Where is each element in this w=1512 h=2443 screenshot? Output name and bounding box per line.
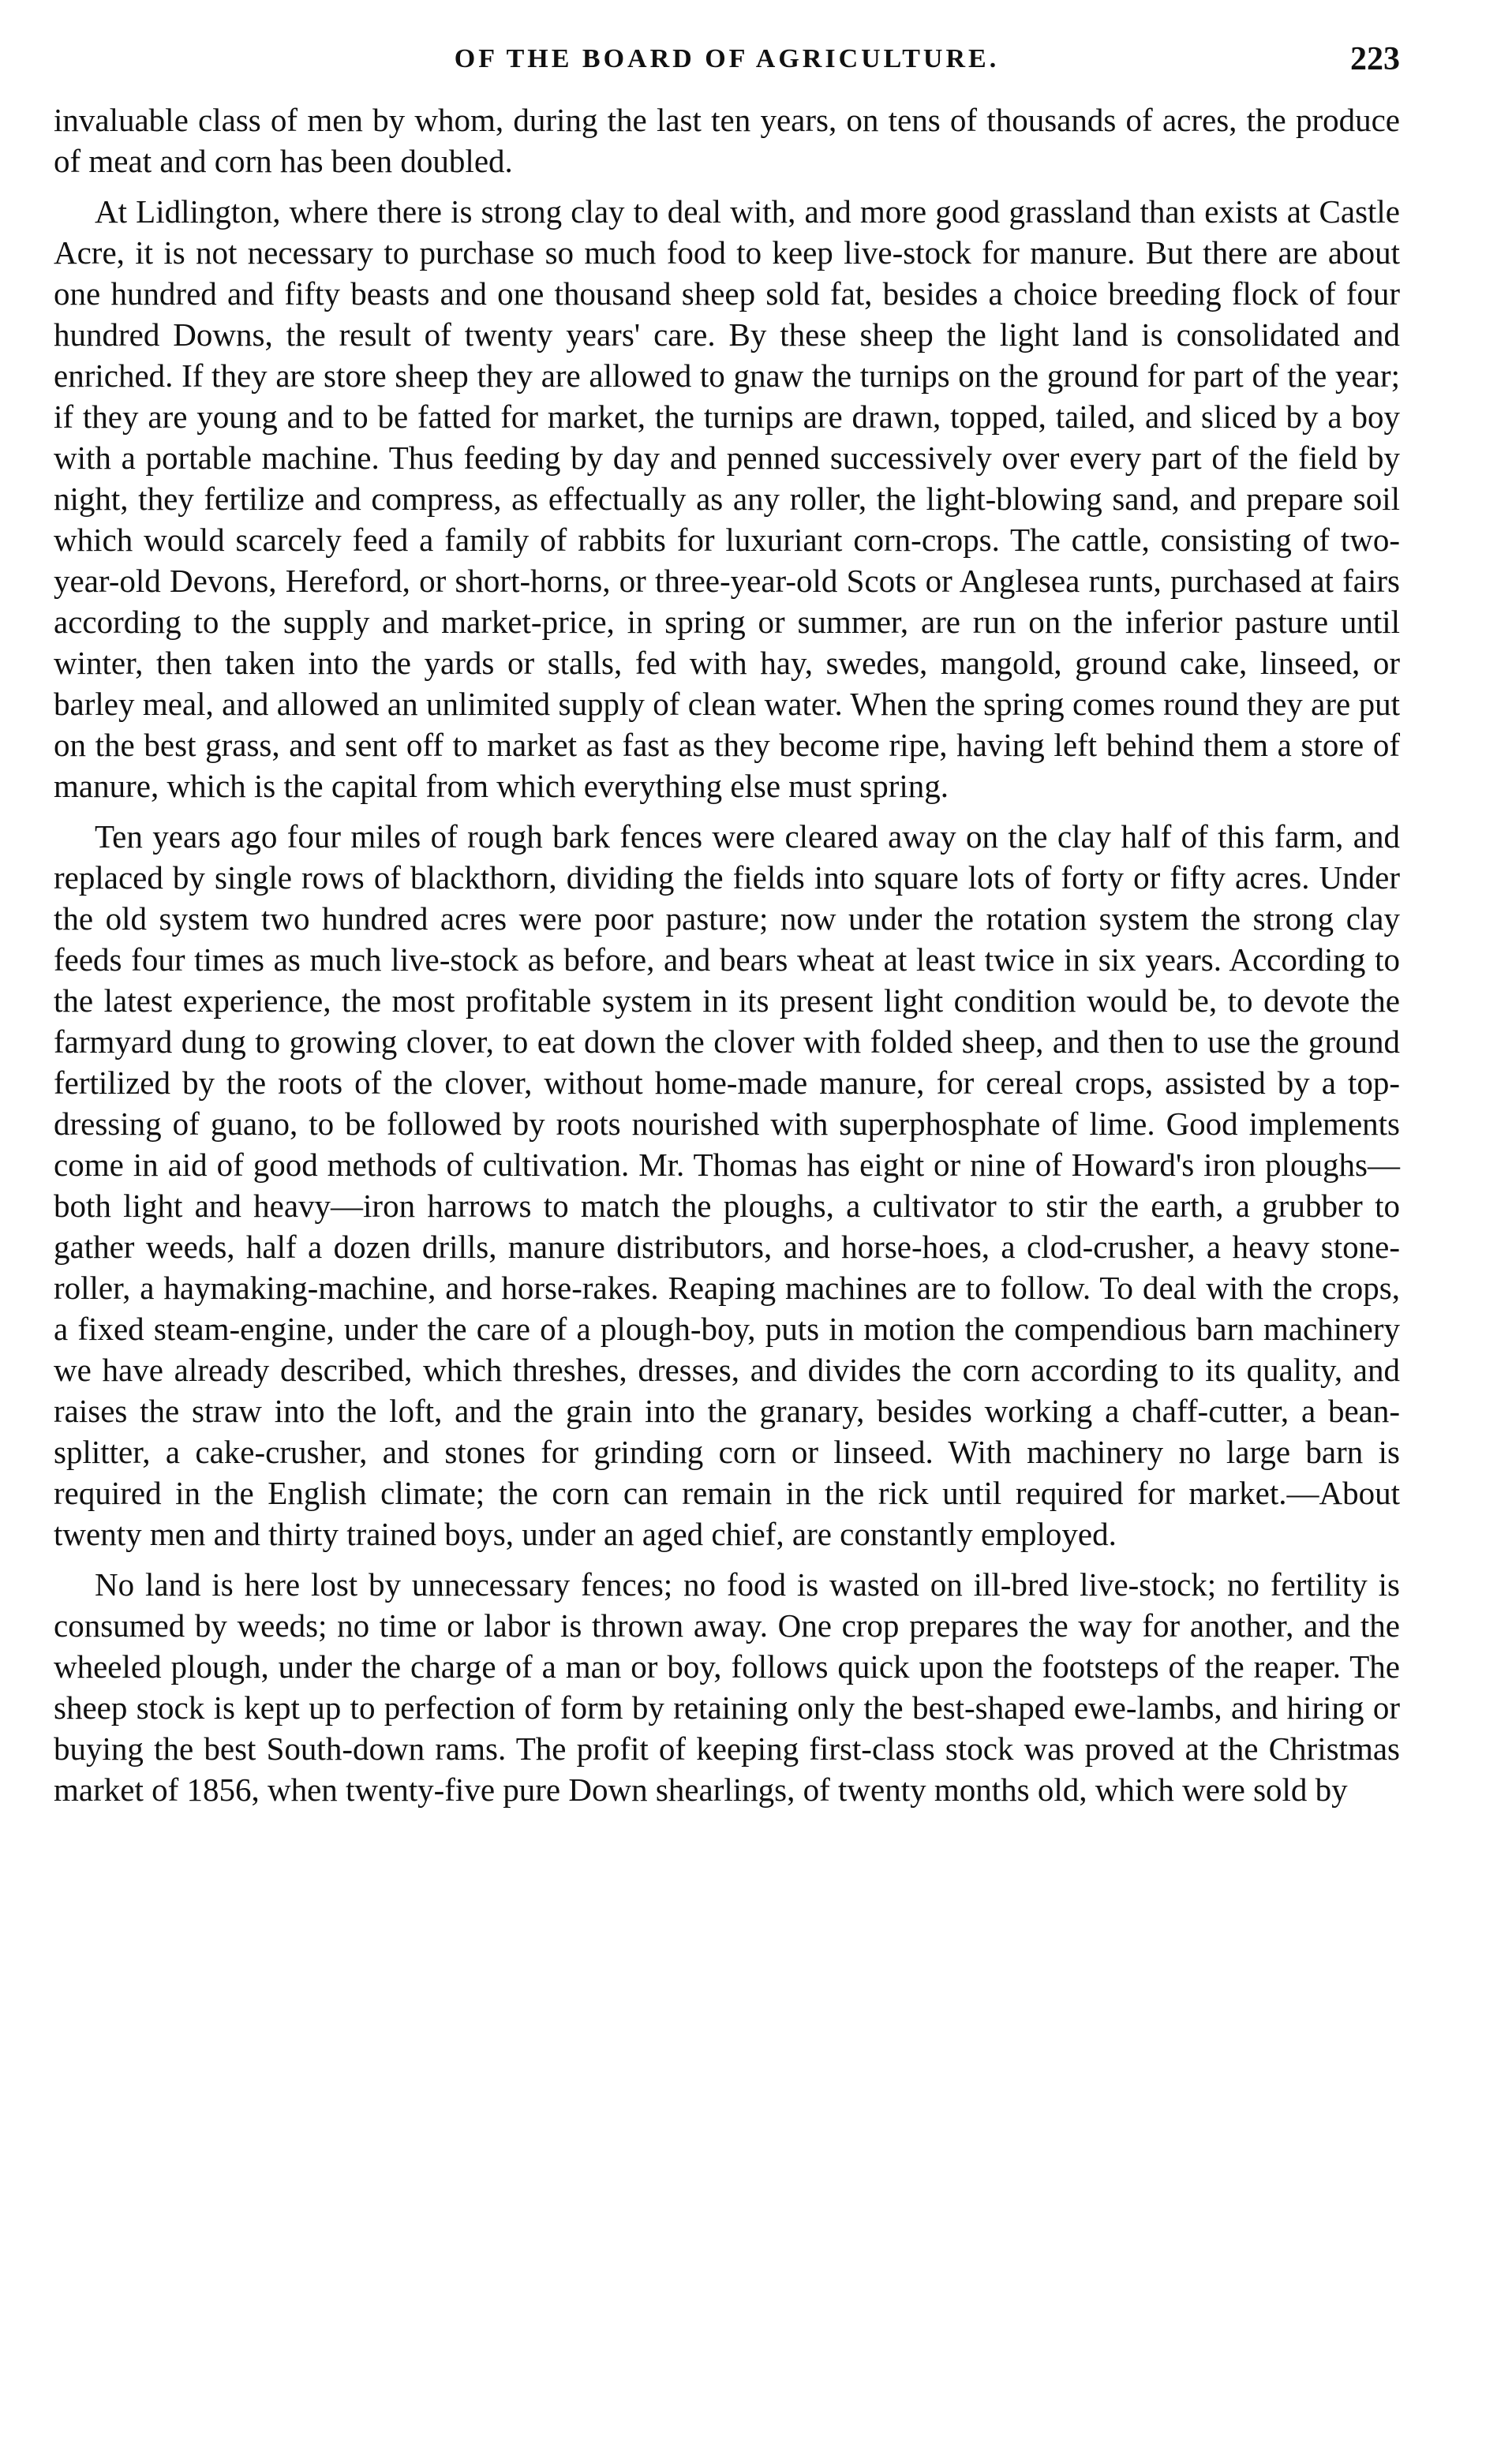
- document-page: [54, 32, 1400, 1820]
- paragraph-no-land-lost: No land is here lost by unnecessary fences; no food is wasted on ill-bred live-stock; no fertility is consumed by weeds; no time or labor is thrown away. One crop prepares the way for another, and the wheeled plough, under the charge of a man or boy, follows quick upon the footsteps of the reaper. The sheep stock is kept up to perfection of form by retaining only the best-shaped ewe-lambs, and hiring or buying the best South-down rams. The profit of keeping first-class stock was proved at the Christmas market of 1856, when twenty-five pure Down shearlings, of twenty months old, which were sold by: [54, 1566, 1400, 1808]
- paragraph-continued: invaluable class of men by whom, during the last ten years, on tens of thousands of acres, the produce of meat and corn has been doubled.: [54, 102, 1400, 179]
- running-title: OF THE BOARD OF AGRICULTURE.: [454, 44, 1000, 73]
- page-header: [54, 32, 1400, 87]
- page-number: 223: [1350, 41, 1400, 77]
- body-text: [54, 99, 1400, 1810]
- paragraph-lidlington: At Lidlington, where there is strong clay to deal with, and more good grassland than exists at Castle Acre, it is not necessary to purchase so much food to keep live-stock for manure. But there are about one hundred and fifty beasts and one thousand sheep sold fat, besides a choice breeding flock of four hundred Downs, the result of twenty years' care. By these sheep the light land is consolidated and enriched. If they are store sheep they are allowed to gnaw the turnips on the ground for part of the year; if they are young and to be fatted for market, the turnips are drawn, topped, tailed, and sliced by a boy with a portable machine. Thus feeding by day and penned successively over every part of the field by night, they fertilize and compress, as effectually as any roller, the light-blowing sand, and prepare soil which would scarcely feed a family of rabbits for luxuriant corn-crops. The cattle, consisting of two-year-old Devons, Hereford, or short-horns, or three-year-old Scots or Anglesea runts, purchased at fairs according to the supply and market-price, in spring or summer, are run on the inferior pasture until winter, then taken into the yards or stalls, fed with hay, swedes, mangold, ground cake, linseed, or barley meal, and allowed an unlimited supply of clean water. When the spring comes round they are put on the best grass, and sent off to market as fast as they become ripe, having left behind them a store of manure, which is the capital from which everything else must spring.: [54, 193, 1400, 804]
- paragraph-fences: Ten years ago four miles of rough bark fences were cleared away on the clay half of this farm, and replaced by single rows of blackthorn, dividing the fields into square lots of forty or fifty acres. Under the old system two hundred acres were poor pasture; now under the rotation system the strong clay feeds four times as much live-stock as before, and bears wheat at least twice in six years. According to the latest experience, the most profitable system in its present light condition would be, to devote the farmyard dung to growing clover, to eat down the clover with folded sheep, and then to use the ground fertilized by the roots of the clover, without home-made manure, for cereal crops, assisted by a top-dressing of guano, to be followed by roots nourished with superphosphate of lime. Good implements come in aid of good methods of cultivation. Mr. Thomas has eight or nine of Howard's iron ploughs—both light and heavy—iron harrows to match the ploughs, a cultivator to stir the earth, a grubber to gather weeds, half a dozen drills, manure distributors, and horse-hoes, a clod-crusher, a heavy stone-roller, a haymaking-machine, and horse-rakes. Reaping machines are to follow. To deal with the crops, a fixed steam-engine, under the care of a plough-boy, puts in motion the compendious barn machinery we have already described, which threshes, dresses, and divides the corn according to its quality, and raises the straw into the loft, and the grain into the granary, besides working a chaff-cutter, a bean-splitter, a cake-crusher, and stones for grinding corn or linseed. With machinery no large barn is required in the English climate; the corn can remain in the rick until required for market.—About twenty men and thirty trained boys, under an aged chief, are constantly employed.: [54, 818, 1400, 1552]
